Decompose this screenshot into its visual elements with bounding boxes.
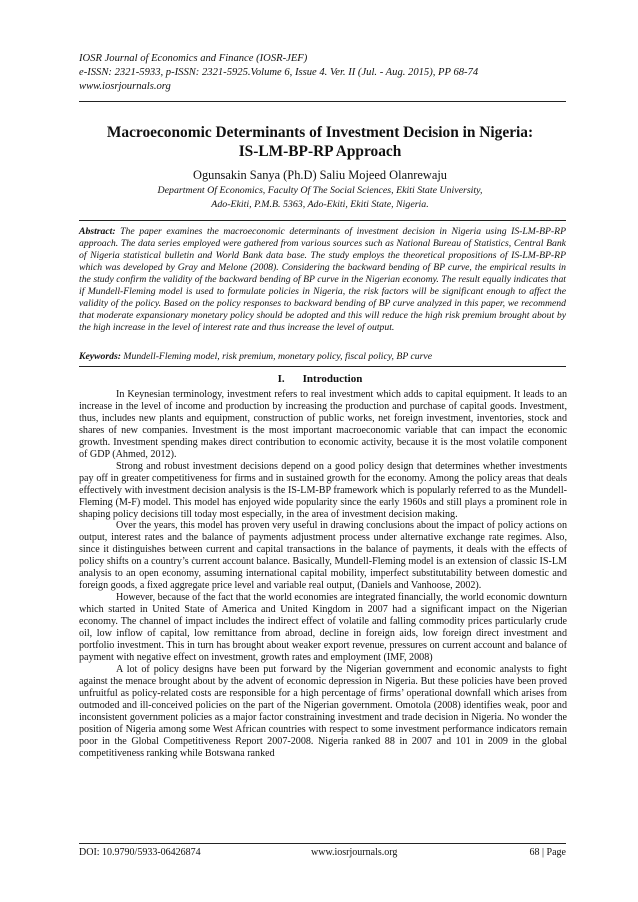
abstract-top-rule	[79, 220, 566, 221]
paper-title	[60, 123, 580, 161]
footer-doi: DOI: 10.9790/5933-06426874	[79, 847, 201, 858]
body-text	[79, 389, 567, 760]
journal-website[interactable]: www.iosrjournals.org	[79, 81, 171, 92]
paragraph: Over the years, this model has proven very useful in drawing conclusions about the impact of policy actions on output, interest rates and the balance of payments adjustment process under alternative exchange rate regimes. Also, since it distinguishes between current and capital transactions in the balance of payments, it deals with the effects of policy shifts on a country’s current account balance. Basically, Mundell-Fleming model is an extension of classic IS-LM analysis to an open economy, assuming international capital mobility, imperfect substitutability between domestic and foreign goods, a fixed aggregate price level and variable real output, (Daniels and Vanhoose, 2002).	[79, 520, 567, 592]
journal-name: IOSR Journal of Economics and Finance (IOSR-JEF)	[79, 53, 308, 64]
paragraph: A lot of policy designs have been put forward by the Nigerian government and economic analysts to fight against the menace brought about by the advent of economic depression in Nigeria. But these policies have been proved unfruitful as policy-related costs are responsible for a high percentage of firms’ operational downfall which arises from outmoded and ill-conceived policies on the part of the Nigerian government. Omotola (2008) identifies weak, poor and inconsistent government policies as a major factor constraining investment and trade decision in Nigeria. No wonder the position of Nigeria among some West African countries with respect to some investment performance indicators remain poor in the Global Competitiveness Report 2007-2008. Nigeria ranked 88 in 2007 and 101 in 2009 in the global competitiveness ranking while Botswana ranked	[79, 663, 567, 759]
keywords	[79, 351, 566, 363]
affiliation-line-1: Department Of Economics, Faculty Of The Social Sciences, Ekiti State University,	[157, 185, 483, 196]
section-number: I.	[277, 373, 285, 385]
header-rule	[79, 101, 566, 102]
journal-issn: e-ISSN: 2321-5933, p-ISSN: 2321-5925.Volume 6, Issue 4. Ver. II (Jul. - Aug. 2015), PP 68-74	[79, 67, 479, 78]
footer-page-number: 68 | Page	[529, 847, 566, 858]
affiliation	[60, 184, 580, 212]
section-heading	[60, 373, 580, 386]
paragraph: However, because of the fact that the world economies are integrated financially, the world economic downturn which started in United State of America and United Kingdom in 2007 had a significant impact on the Nigerian economy. The channel of impact includes the indirect effect of volatile and falling commodity prices particularly crude oil, low inflow of capital, low remittance from abroad, decline in foreign aids, low foreign direct investment and portfolio investment. This in turn has brought about weaker export revenue, pressures on current account and balance of payment with negative effect on investment, growth rates and employment (IMF, 2008)	[79, 592, 567, 663]
keywords-bottom-rule	[79, 366, 566, 367]
abstract-label: Abstract:	[79, 226, 116, 237]
abstract	[79, 226, 566, 334]
affiliation-line-2: Ado-Ekiti, P.M.B. 5363, Ado-Ekiti, Ekiti State, Nigeria.	[211, 199, 429, 210]
journal-header	[79, 52, 569, 94]
paragraph: Strong and robust investment decisions depend on a good policy design that determines whether investments pay off in greater competitiveness for firms and in sustained growth for the economy. Among the policy areas that deals effectively with investment decision analysis is the IS-LM-BP framework which is popularly referred to as the Mundell-Fleming (M-F) model. This model has enjoyed wide popularity since the early 1960s and still plays a prominent role in shaping policy decisions till today most especially, in the area of investment decision making.	[79, 460, 567, 520]
abstract-text: The paper examines the macroeconomic determinants of investment decision in Nigeria using IS-LM-BP-RP approach. The data series employed were gathered from various sources such as National Bureau of Statistics, Central Bank of Nigeria statistical bulletin and World Bank data base. The study employs the theoretical propositions of IS-LM-BP-RP which was developed by Gray and Melone (2008). Considering the backward bending of BP curve, the empirical results in the study confirm the validity of the backward bending of BP curve in the Nigerian economy. The result equally indicates that if Mundell-Fleming model is used to formulate policies in Nigeria, the risk factors will be significant enough to affect the validity of the policy. Based on the policy responses to backward bending of BP curve analyzed in this paper, we recommend that moderate expansionary monetary policy should be adopted and this will reduce the high risk premium brought about by the high increase in the level of interest rate and thus increase the level of output.	[79, 226, 566, 333]
footer-website[interactable]: www.iosrjournals.org	[311, 847, 398, 858]
keywords-label: Keywords:	[79, 351, 121, 362]
keywords-text: Mundell-Fleming model, risk premium, monetary policy, fiscal policy, BP curve	[123, 351, 432, 362]
authors: Ogunsakin Sanya (Ph.D) Saliu Mojeed Olanrewaju	[193, 168, 447, 182]
title-line-1: Macroeconomic Determinants of Investment Decision in Nigeria:	[106, 124, 534, 141]
title-line-2: IS-LM-BP-RP Approach	[238, 143, 402, 160]
footer-rule	[79, 843, 566, 844]
paragraph: In Keynesian terminology, investment refers to real investment which adds to capital equipment. It leads to an increase in the level of income and production by increasing the production and purchase of capital goods. Investment, thus, includes new plants and equipment, construction of public works, net foreign investment, inventories, stock and shares of new companies. Investment is the most important macroeconomic variable that can impact the economic growth. Investment spending makes direct contribution to economic activity, because it is the most volatile component of GDP (Ahmed, 2012).	[79, 389, 567, 460]
section-title: Introduction	[302, 373, 363, 385]
